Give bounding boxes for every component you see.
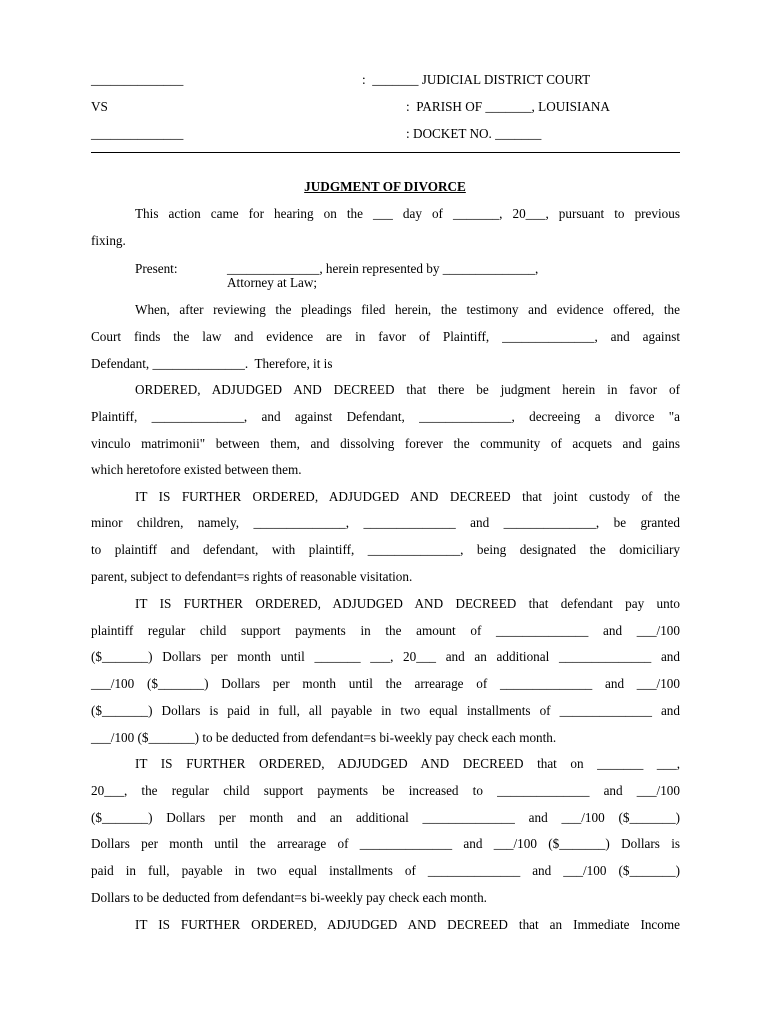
paragraph-line: ___/100 ($_______) to be deducted from defendant=s bi-weekly pay check each month. bbox=[91, 730, 557, 745]
paragraph-line: vinculo matrimonii" between them, and dissolving forever the community of acquets and gains bbox=[91, 436, 680, 451]
paragraph-line: ORDERED, ADJUDGED AND DECREED that there be judgment herein in favor of bbox=[135, 382, 680, 397]
paragraph-line: ($_______) Dollars per month and an additional ______________ and ___/100 ($_______) bbox=[91, 810, 680, 825]
paragraph-line: ($_______) Dollars per month until _______ ___, 20___ and an additional ______________ and bbox=[91, 649, 680, 664]
present-value: ______________, herein represented by ______________, bbox=[227, 261, 539, 276]
paragraph-line: paid in full, payable in two equal installments of ______________ and ___/100 ($_______) bbox=[91, 863, 680, 878]
paragraph-line: minor children, namely, ______________, ______________ and ______________, be granted bbox=[91, 515, 680, 530]
paragraph-line: fixing. bbox=[91, 233, 126, 248]
paragraph-line: Defendant, ______________. Therefore, it is bbox=[91, 356, 333, 371]
paragraph-line: plaintiff regular child support payments in the amount of ______________ and ___/100 bbox=[91, 623, 680, 638]
paragraph-line: parent, subject to defendant=s rights of reasonable visitation. bbox=[91, 569, 413, 584]
paragraph-line: IT IS FURTHER ORDERED, ADJUDGED AND DECREED that an Immediate Income bbox=[135, 917, 680, 932]
paragraph-line: to plaintiff and defendant, with plaintiff, ______________, being designated the domiciliary bbox=[91, 542, 680, 557]
paragraph-line: Dollars to be deducted from defendant=s bi-weekly pay check each month. bbox=[91, 890, 487, 905]
present-attorney: Attorney at Law; bbox=[227, 275, 318, 290]
paragraph-line: ___/100 ($_______) Dollars per month until the arrearage of ______________ and ___/100 bbox=[91, 676, 680, 691]
caption-divider bbox=[91, 152, 680, 153]
paragraph-line: ($_______) Dollars is paid in full, all payable in two equal installments of ______________ and bbox=[91, 703, 680, 718]
paragraph-line: Dollars per month until the arrearage of ______________ and ___/100 ($_______) Dollars is bbox=[91, 836, 680, 851]
caption-court-line: : _______ JUDICIAL DISTRICT COURT bbox=[362, 72, 591, 87]
paragraph-line: 20___, the regular child support payments be increased to ______________ and ___/100 bbox=[91, 783, 680, 798]
caption-left-blank-bottom: ______________ bbox=[91, 126, 184, 141]
paragraph-line: IT IS FURTHER ORDERED, ADJUDGED AND DECREED that on _______ ___, bbox=[135, 756, 680, 771]
present-label: Present: bbox=[135, 261, 178, 276]
caption-left-blank-top: ______________ bbox=[91, 72, 184, 87]
paragraph-line: This action came for hearing on the ___ day of _______, 20___, pursuant to previous bbox=[135, 206, 680, 221]
paragraph-line: which heretofore existed between them. bbox=[91, 462, 302, 477]
paragraph-line: Plaintiff, ______________, and against Defendant, ______________, decreeing a divorce "a bbox=[91, 409, 680, 424]
document-title: JUDGMENT OF DIVORCE bbox=[304, 179, 466, 194]
caption-docket-line: : DOCKET NO. _______ bbox=[406, 126, 542, 141]
caption-parish-line: : PARISH OF _______, LOUISIANA bbox=[406, 99, 610, 114]
caption-vs: VS bbox=[91, 99, 108, 114]
paragraph-line: IT IS FURTHER ORDERED, ADJUDGED AND DECREED that defendant pay unto bbox=[135, 596, 680, 611]
paragraph-line: When, after reviewing the pleadings filed herein, the testimony and evidence offered, the bbox=[135, 302, 680, 317]
paragraph-line: Court finds the law and evidence are in favor of Plaintiff, ______________, and against bbox=[91, 329, 680, 344]
paragraph-line: IT IS FURTHER ORDERED, ADJUDGED AND DECREED that joint custody of the bbox=[135, 489, 680, 504]
